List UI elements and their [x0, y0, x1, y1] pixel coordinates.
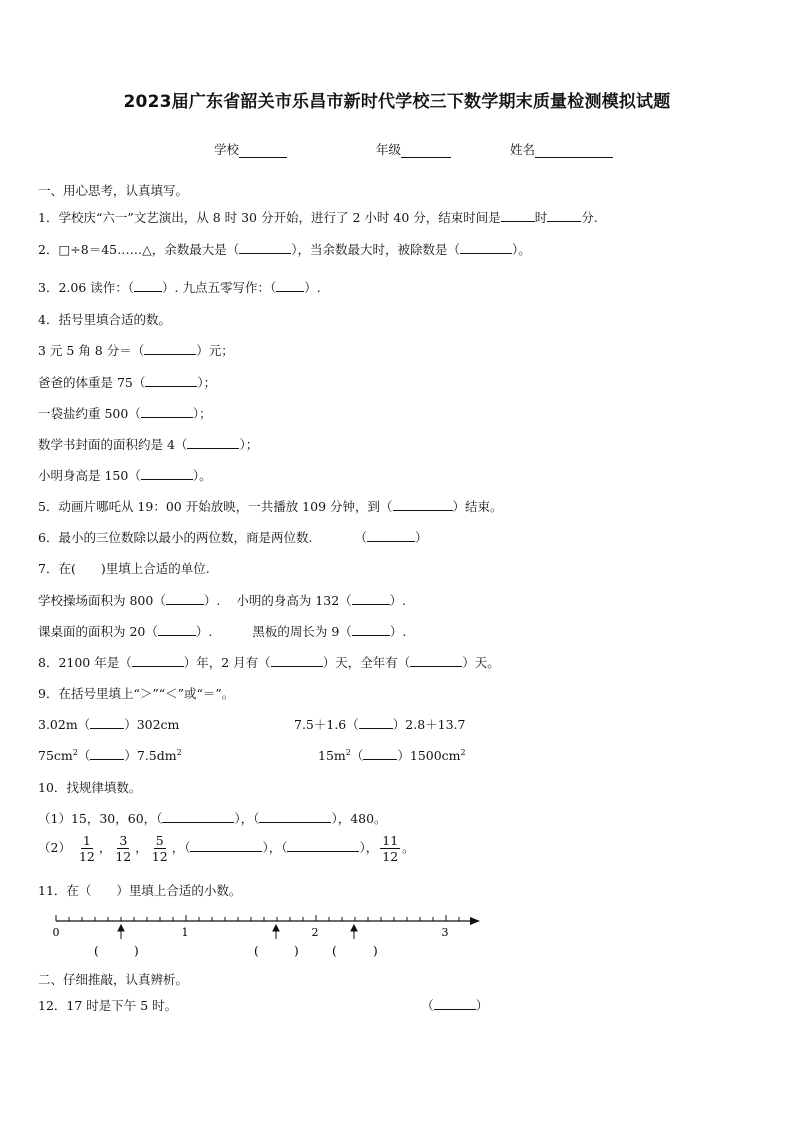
fraction-4 — [380, 833, 400, 864]
fraction-4-denominator: 12 — [382, 849, 399, 864]
q9-l1-text-c: 7.5＋1.6（ — [294, 717, 359, 732]
up-arrow-icon — [351, 925, 357, 939]
answer-paren-open: ( — [94, 944, 99, 958]
q2-text: 2．□÷8＝45……△，余数最大是（ — [38, 242, 240, 257]
q10-end: 。 — [402, 840, 415, 855]
q7-blank-1[interactable] — [166, 592, 204, 605]
q1-hour-blank[interactable] — [501, 209, 535, 222]
q9-line-1-right — [294, 715, 465, 733]
q2-blank-2[interactable] — [460, 241, 512, 254]
q9-l1-text-a: 3.02m（ — [38, 717, 91, 732]
q9-line-1-left — [38, 715, 179, 733]
q3-text-3: ）. — [304, 280, 321, 295]
q9-line-2-left — [38, 746, 182, 764]
q10-line-2 — [38, 833, 415, 864]
number-line-arrow-icon — [470, 917, 480, 925]
question-10-heading: 10．找规律填数。 — [38, 780, 142, 795]
q4-line-1 — [38, 341, 234, 359]
q7-line-2 — [38, 622, 406, 640]
q10-blank-3[interactable] — [190, 839, 262, 852]
name-label: 姓名 — [510, 142, 536, 157]
q7-line-1 — [38, 591, 406, 609]
fraction-1-denominator: 12 — [78, 849, 95, 864]
q9-l2-paren-1: （ — [77, 748, 91, 763]
grade-label: 年级 — [376, 142, 402, 157]
q7-blank-3[interactable] — [158, 623, 196, 636]
q6-paren-open: （ — [354, 530, 367, 545]
section-1-heading: 一、用心思考，认真填写。 — [38, 183, 189, 198]
question-8 — [38, 653, 500, 671]
q10-l2-text-d: ）， — [359, 840, 379, 855]
section-2-heading: 二、仔细推敲，认真辨析。 — [38, 972, 189, 987]
q9-sup-2: 2 — [176, 747, 182, 757]
q4-blank-4[interactable] — [187, 436, 239, 449]
q9-l2-text-f: ）1500cm — [397, 748, 461, 763]
q4-line-1-end: ）元； — [196, 343, 234, 358]
q9-blank-2[interactable] — [359, 716, 393, 729]
q4-line-4 — [38, 435, 258, 453]
q4-line-5-text: 小明身高是 150（ — [38, 468, 141, 483]
q3-blank-2[interactable] — [276, 279, 304, 292]
q4-line-4-end: ）； — [239, 437, 259, 452]
number-line-label-0: 0 — [52, 926, 60, 939]
q8-text-4: ）天。 — [462, 655, 500, 670]
q10-comma-1: ， — [98, 840, 112, 855]
answer-paren-open: ( — [332, 944, 337, 958]
page-title: 2023届广东省韶关市乐昌市新时代学校三下数学期末质量检测模拟试题 — [123, 92, 671, 112]
q10-blank-2[interactable] — [259, 810, 331, 823]
q1-minute-blank[interactable] — [547, 209, 581, 222]
q4-blank-2[interactable] — [145, 374, 197, 387]
fraction-2-denominator: 12 — [115, 849, 132, 864]
q7-line-2-end-b: ）. — [389, 624, 407, 639]
up-arrow-icon — [273, 925, 279, 939]
q1-text: 1．学校庆“六一”文艺演出，从 8 时 30 分开始，进行了 2 小时 40 分，结束时间是 — [38, 210, 501, 225]
q9-l2-paren-2: （ — [350, 748, 364, 763]
answer-paren-open: ( — [254, 944, 259, 958]
q2-text-2: ），当余数最大时，被除数是（ — [291, 242, 460, 257]
q12-text: 12．17 时是下午 5 时。 — [38, 998, 178, 1013]
q8-text-2: ）年，2 月有（ — [183, 655, 271, 670]
q9-l1-text-d: ）2.8＋13.7 — [392, 717, 466, 732]
up-arrow-icon — [118, 925, 124, 939]
school-blank[interactable] — [239, 144, 287, 158]
fraction-4-numerator: 11 — [382, 833, 399, 848]
question-2 — [38, 240, 531, 258]
fraction-2-numerator: 3 — [119, 833, 128, 848]
question-6 — [38, 528, 427, 546]
q9-l2-text-c: ）7.5dm — [124, 748, 177, 763]
q4-line-3-end: ）； — [192, 406, 212, 421]
q6-text: 6．最小的三位数除以最小的两位数，商是两位数. — [38, 530, 313, 545]
q4-line-2-text: 爸爸的体重是 75（ — [38, 375, 146, 390]
q1-minute-label: 分. — [581, 210, 598, 225]
number-line — [40, 905, 490, 963]
q2-text-3: ）。 — [511, 242, 531, 257]
q7-line-2-end-a: ）. — [195, 624, 213, 639]
q9-sup-3: 2 — [345, 747, 351, 757]
number-line-ticks — [56, 915, 459, 921]
q5-text: 5．动画片哪吒从 19：00 开始放映，一共播放 109 分钟，到（ — [38, 499, 393, 514]
q10-l2-text-c: ），（ — [262, 840, 288, 855]
q4-line-2-end: ）； — [197, 375, 217, 390]
q12-paren-open: （ — [421, 998, 434, 1013]
answer-paren-close: ) — [134, 944, 139, 958]
question-5 — [38, 497, 503, 515]
q9-blank-1[interactable] — [90, 716, 124, 729]
q4-line-1-text: 3 元 5 角 8 分＝（ — [38, 343, 145, 358]
q7-line-1-end-b: ）. — [389, 593, 407, 608]
q8-text-1: 8．2100 年是（ — [38, 655, 132, 670]
number-line-label-1: 1 — [181, 926, 189, 939]
q4-line-3-text: 一袋盐约重 500（ — [38, 406, 141, 421]
q4-line-5 — [38, 466, 212, 484]
q9-sup-1: 2 — [72, 747, 78, 757]
name-blank[interactable] — [535, 144, 613, 158]
q8-blank-3[interactable] — [410, 654, 462, 667]
grade-field — [376, 140, 451, 158]
q9-l2-text-d: 15m — [318, 748, 346, 763]
q10-l1-text-b: ），（ — [234, 811, 260, 826]
q4-blank-5[interactable] — [141, 467, 193, 480]
q4-line-4-text: 数学书封面的面积约是 4（ — [38, 437, 188, 452]
q9-l1-text-b: ）302cm — [124, 717, 180, 732]
q10-comma-2: ， — [135, 840, 148, 855]
q8-text-3: ）天，全年有（ — [322, 655, 411, 670]
q7-blank-2[interactable] — [352, 592, 390, 605]
q7-line-2-text-b: 黑板的周长为 9（ — [252, 624, 352, 639]
q10-blank-1[interactable] — [162, 810, 234, 823]
q4-line-2 — [38, 373, 216, 391]
question-3 — [38, 278, 321, 296]
fraction-1 — [77, 833, 97, 864]
question-11-heading: 11．在（ ）里填上合适的小数。 — [38, 883, 242, 898]
answer-paren-close: ) — [294, 944, 299, 958]
question-4-heading: 4．括号里填合适的数。 — [38, 312, 171, 327]
q7-line-1-text-a: 学校操场面积为 800（ — [38, 593, 166, 608]
name-field — [510, 140, 613, 158]
q3-blank-1[interactable] — [134, 279, 162, 292]
q5-blank[interactable] — [393, 498, 453, 511]
q3-text-2: ）. 九点五零写作：（ — [162, 280, 277, 295]
q4-blank-1[interactable] — [144, 342, 196, 355]
q2-blank-1[interactable] — [239, 241, 291, 254]
q4-line-3 — [38, 404, 212, 422]
q12-answer-blank[interactable] — [434, 997, 476, 1010]
q5-text-end: ）结束。 — [452, 499, 503, 514]
question-12 — [38, 996, 488, 1014]
q1-hour-label: 时 — [534, 210, 548, 225]
number-line-label-2: 2 — [311, 926, 319, 939]
q10-blank-4[interactable] — [287, 839, 359, 852]
q10-l2-label: （2） — [38, 840, 71, 855]
school-field — [214, 140, 287, 158]
q9-l2-text-a: 75cm — [38, 748, 73, 763]
q6-paren-close: ） — [414, 530, 428, 545]
q9-sup-4: 2 — [460, 747, 466, 757]
fraction-3-denominator: 12 — [151, 849, 168, 864]
q8-blank-2[interactable] — [271, 654, 323, 667]
q10-line-1 — [38, 809, 387, 827]
question-1 — [38, 208, 598, 226]
q7-line-2-text-a: 课桌面的面积为 20（ — [38, 624, 158, 639]
q10-l1-text-a: （1）15，30，60，（ — [38, 811, 163, 826]
q4-line-5-end: ）。 — [192, 468, 212, 483]
q7-blank-4[interactable] — [352, 623, 390, 636]
q10-l2-paren: （ — [184, 840, 191, 855]
fraction-1-numerator: 1 — [82, 833, 91, 848]
q12-paren-close: ） — [475, 998, 489, 1013]
q3-text: 3．2.06 读作：（ — [38, 280, 135, 295]
fraction-3-numerator: 5 — [155, 833, 164, 848]
answer-paren-close: ) — [373, 944, 378, 958]
question-9-heading: 9．在括号里填上“＞”“＜”或“＝”。 — [38, 686, 235, 701]
fraction-3 — [150, 833, 170, 864]
question-7-heading: 7．在( )里填上合适的单位. — [38, 561, 210, 576]
q4-blank-3[interactable] — [141, 405, 193, 418]
school-label: 学校 — [214, 142, 240, 157]
q9-blank-4[interactable] — [363, 747, 397, 760]
number-line-label-3: 3 — [441, 926, 449, 939]
q7-line-1-end-a: ）. — [203, 593, 221, 608]
q6-answer-blank[interactable] — [367, 529, 415, 542]
grade-blank[interactable] — [401, 144, 451, 158]
q9-line-2-right — [318, 746, 466, 764]
fraction-2 — [113, 833, 133, 864]
q10-comma-3: ， — [171, 840, 185, 855]
q8-blank-1[interactable] — [132, 654, 184, 667]
q7-line-1-text-b: 小明的身高为 132（ — [236, 593, 352, 608]
q10-l1-text-c: ），480。 — [331, 811, 387, 826]
q9-blank-3[interactable] — [90, 747, 124, 760]
